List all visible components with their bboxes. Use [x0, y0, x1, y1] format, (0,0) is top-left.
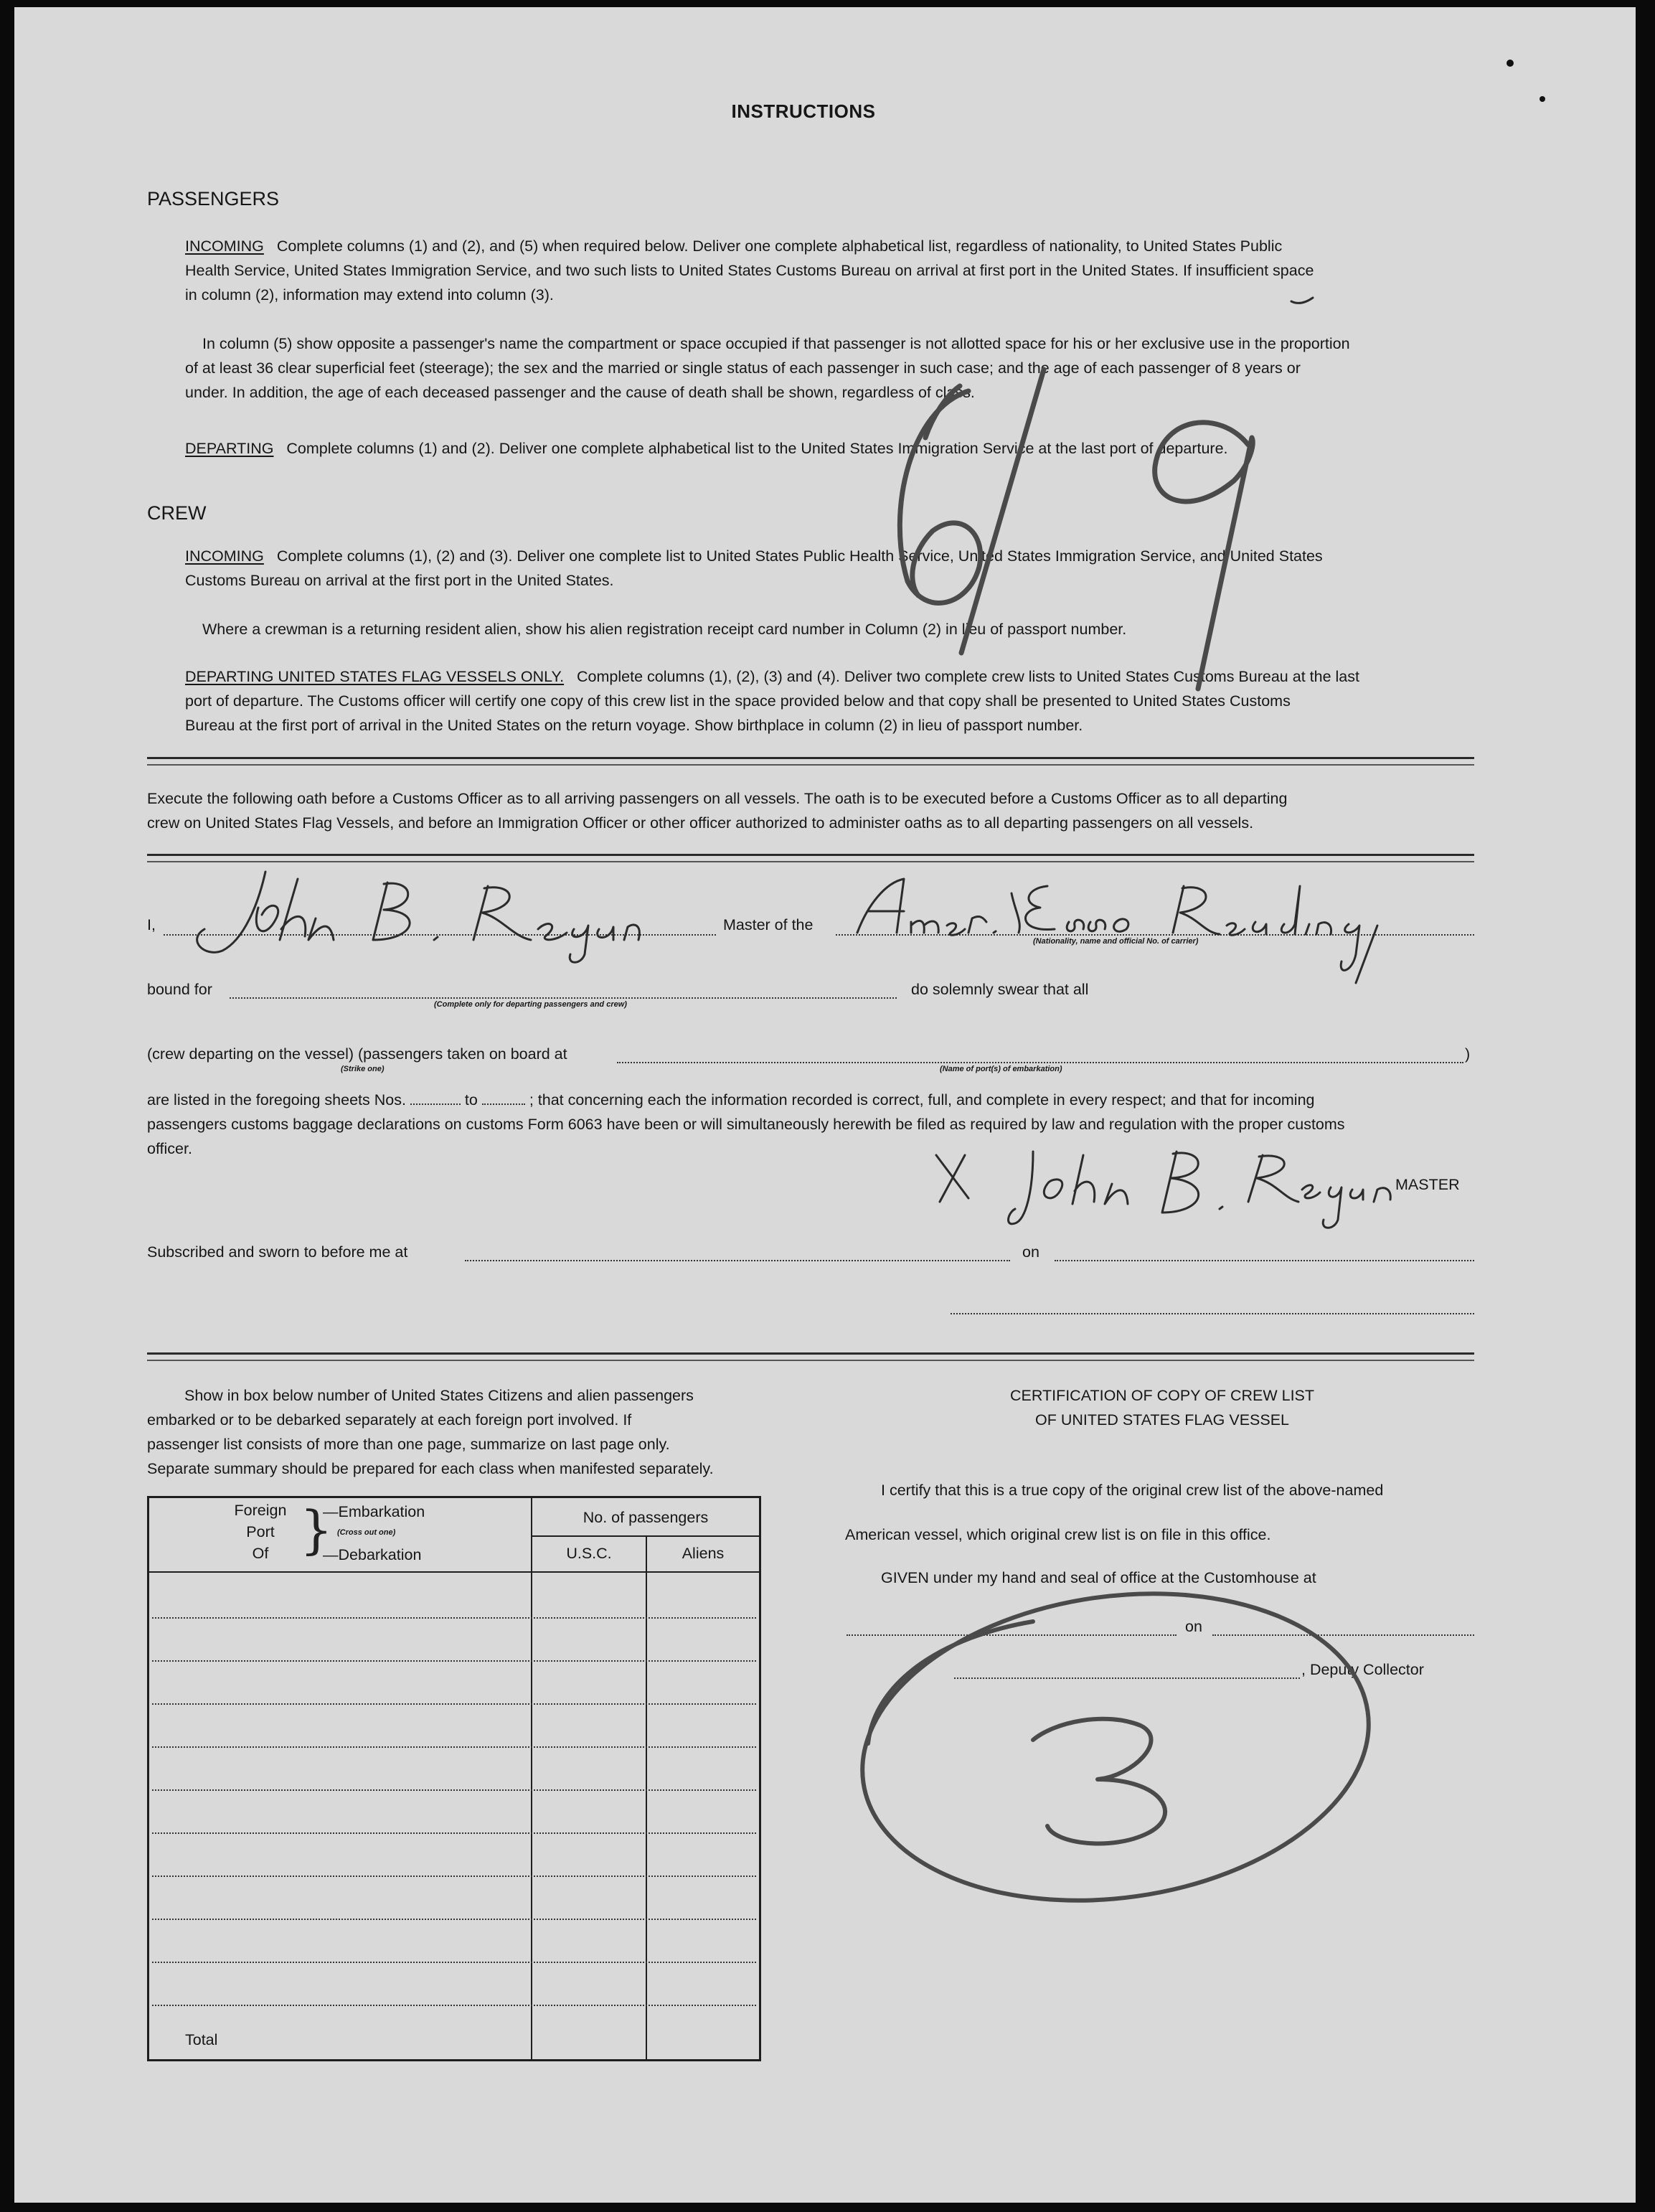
summary-text-3: passenger list consists of more than one page, summarize on last page only. [147, 1436, 670, 1453]
oath-intro-1: Execute the following oath before a Customs Officer as to all arriving passengers on all vessels. The oath is to be executed before a Customs Officer as to all departing [147, 790, 1288, 807]
close-paren: ) [1465, 1045, 1471, 1063]
debarkation-label: —Debarkation [323, 1546, 422, 1563]
listed-text-2: passengers customs baggage declarations on customs Form 6063 have been or will simultaneously herewith be filed as required by law and regulation with the proper customs [147, 1116, 1345, 1133]
check-mark [1291, 298, 1313, 303]
master-label: MASTER [1395, 1176, 1460, 1193]
bound-for-label: bound for [147, 981, 212, 998]
crew-incoming-text-2: Customs Bureau on arrival at the first port in the United States. [185, 572, 614, 589]
aliens-header: Aliens [682, 1545, 725, 1562]
passengers-col5-text-3: under. In addition, the age of each deceased passenger and the cause of death shall be shown, regardless of class. [185, 384, 975, 401]
certification-text-1: I certify that this is a true copy of the original crew list of the above-named [881, 1482, 1384, 1499]
port-label: Port [246, 1523, 275, 1540]
handwriting-overlay [14, 7, 1636, 2203]
page-title: INSTRUCTIONS [731, 100, 876, 122]
brace: } [300, 1500, 333, 1560]
listed-label: are listed in the foregoing sheets Nos. [147, 1091, 406, 1109]
to-label: to [464, 1091, 478, 1109]
embarkation-label: —Embarkation [323, 1503, 425, 1520]
passengers-heading: PASSENGERS [147, 188, 280, 210]
listed-text-1: ; that concerning each the information recorded is correct, full, and complete in every respect; and that for incoming [529, 1091, 1315, 1109]
bound-for-note: (Complete only for departing passengers and crew) [434, 1000, 627, 1009]
total-label: Total [185, 2031, 218, 2048]
passengers-incoming-text-3: in column (2), information may extend into column (3). [185, 286, 554, 303]
certification-text-2: American vessel, which original crew list is on file in this office. [845, 1526, 1271, 1543]
listed-text-3: officer. [147, 1140, 192, 1157]
vessel-note: (Nationality, name and official No. of carrier) [1033, 937, 1199, 946]
pencil-fraction-mark [900, 370, 1253, 689]
circled-number-mark [842, 1563, 1389, 1932]
certification-text-3: GIVEN under my hand and seal of office at the Customhouse at [881, 1569, 1316, 1586]
speck [1507, 60, 1514, 67]
crew-heading: CREW [147, 502, 207, 524]
certification-title-1: CERTIFICATION OF COPY OF CREW LIST [1009, 1387, 1315, 1404]
deputy-collector-label: , Deputy Collector [1301, 1661, 1424, 1678]
ports-note: (Name of port(s) of embarkation) [940, 1065, 1062, 1073]
passengers-incoming-label: INCOMING [185, 237, 264, 255]
foreign-label: Foreign [234, 1502, 287, 1519]
vessel-signature [857, 879, 1377, 983]
summary-text-2: embarked or to be debarked separately at each foreign port involved. If [147, 1411, 632, 1429]
master-of-label: Master of the [723, 916, 814, 933]
of-label: Of [252, 1545, 269, 1562]
crew-departing-label: DEPARTING UNITED STATES FLAG VESSELS ONLY. [185, 668, 565, 685]
oath-intro-2: crew on United States Flag Vessels, and before an Immigration Officer or other officer authorized to administer oaths as to all departing passengers on all vessels. [147, 814, 1254, 832]
passengers-incoming-text-1: Complete columns (1) and (2), and (5) when required below. Deliver one complete alphabetical list, regardless of nationality, to United States Public [276, 237, 1283, 255]
passengers-incoming-text-2: Health Service, United States Immigration Service, and two such lists to United States Customs Bureau on arrival at first port in the United States. If insufficient space [185, 262, 1314, 279]
subscribed-label: Subscribed and sworn to before me at [147, 1243, 408, 1261]
subscribed-on-label: on [1022, 1243, 1039, 1261]
certification-title-2: OF UNITED STATES FLAG VESSEL [1034, 1411, 1290, 1429]
crew-departing-text-2: port of departure. The Customs officer will certify one copy of this crew list in the space provided below and that copy shall be presented to United States Customs [185, 692, 1291, 710]
form-sheet [14, 7, 1636, 2203]
passengers-col5-text-1: In column (5) show opposite a passenger's name the compartment or space occupied if that passenger is not allotted space for his or her exclusive use in the proportion [202, 335, 1350, 352]
crew-incoming-label: INCOMING [185, 547, 264, 565]
summary-text-1: Show in box below number of United States Citizens and alien passengers [184, 1387, 694, 1404]
master-name-signature [197, 872, 640, 962]
crew-incoming-text-1: Complete columns (1), (2) and (3). Deliver one complete list to United States Public Health Service, United States Immigration Service, and United States [276, 547, 1323, 565]
strike-note: (Strike one) [341, 1065, 385, 1073]
crew-departing-text-1: Complete columns (1), (2), (3) and (4). Deliver two complete crew lists to United States Customs Bureau at the last [577, 668, 1359, 685]
usc-header: U.S.C. [566, 1545, 612, 1562]
oath-i-label: I, [147, 916, 156, 933]
passengers-departing-label: DEPARTING [185, 440, 274, 457]
swear-label: do solemnly swear that all [911, 981, 1089, 998]
crew-departing-label-line: (crew departing on the vessel) (passengers taken on board at [147, 1045, 567, 1063]
crew-resident-text: Where a crewman is a returning resident alien, show his alien registration receipt card number in Column (2) in lieu of passport number. [202, 621, 1127, 638]
cross-out-note: (Cross out one) [337, 1528, 396, 1537]
certification-on-label: on [1185, 1618, 1202, 1635]
passengers-col5-text-2: of at least 36 clear superficial feet (steerage); the sex and the married or single status of each passenger in such case; and the age of each passenger of 8 years or [185, 359, 1301, 377]
crew-departing-text-3: Bureau at the first port of arrival in the United States on the return voyage. Show birthplace in column (2) in lieu of passport number. [185, 717, 1083, 734]
summary-text-4: Separate summary should be prepared for each class when manifested separately. [147, 1460, 714, 1477]
master-signature [936, 1152, 1390, 1228]
no-passengers-header: No. of passengers [583, 1509, 709, 1526]
passengers-departing-text: Complete columns (1) and (2). Deliver one complete alphabetical list to the United States Immigration Service at the last port of departure. [286, 440, 1228, 457]
speck [1540, 96, 1545, 102]
